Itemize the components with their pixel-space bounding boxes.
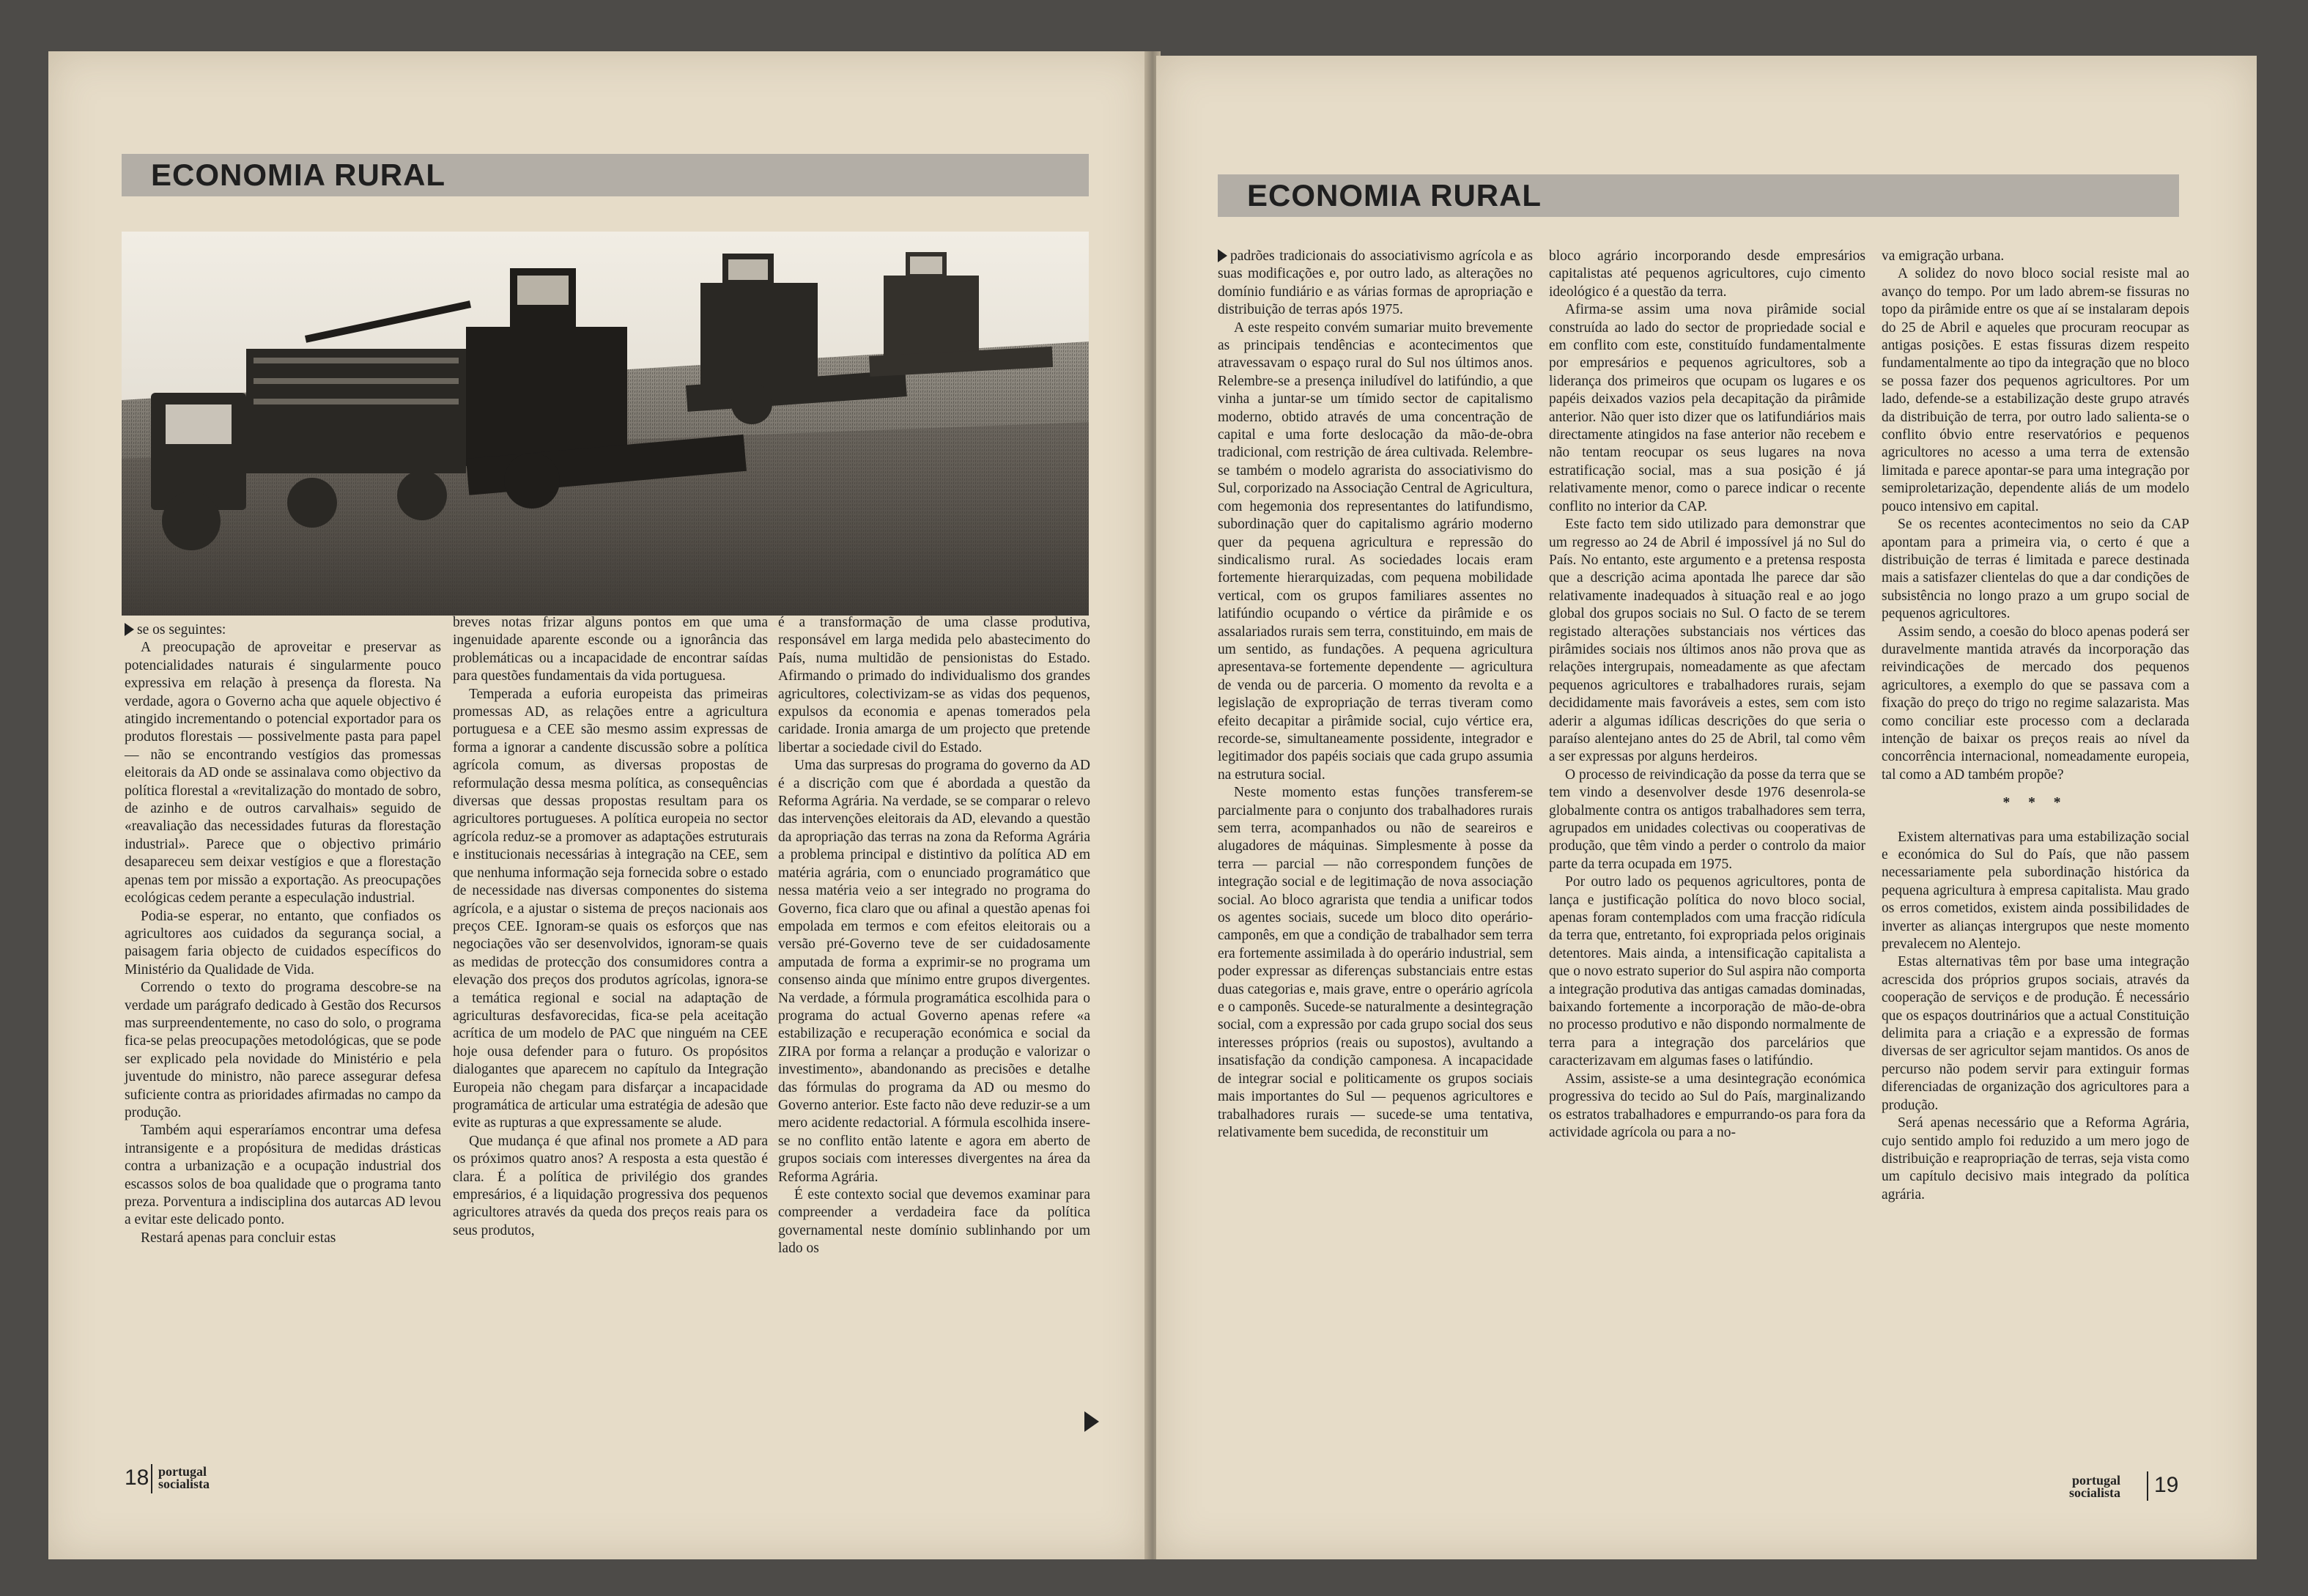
masthead-logo	[158, 1466, 210, 1490]
text-column-1	[125, 621, 441, 1247]
paragraph: Neste momento estas funções transferem-se parcialmente para o conjunto dos trabalhadores rurais sem terra, acompanhados ou não de seareiros e alugadores de máquinas. Simplesmente à posse da terra — parcial — não correspondem funções de integração social e de legitimação de nova associação social. Ao bloco agrarista que tendia a unificar todos os agentes sociais, sucede um bloco dito operário-camponês, em que a condição de trabalhador sem terra era fortemente assimilada à do operário industrial, sem poder expressar as diferenças substanciais entre estas duas categorias e, mais grave, entre o operário agrícola e o camponês. Sucede-se naturalmente a desintegração social, com a expressão por cada grupo social dos seus interesses próprios (reais ou supostos), avultando a insatisfação da condição camponesa. A incapacidade de integrar social e politicamente os grupos sociais mais importantes do Sul — pequenos agricultores e trabalhadores rurais — sucede-se uma tentativa, relativamente bem sucedida, de reconstituir um	[1218, 785, 1533, 1140]
section-divider-stars: * * *	[2002, 795, 2068, 811]
text-column-3	[778, 614, 1090, 1258]
continuation-arrow-icon	[1218, 249, 1227, 262]
text-column-2	[453, 614, 768, 1240]
continuation-arrow-icon	[125, 623, 134, 636]
paragraph: A este respeito convém sumariar muito brevemente as principais tendências e acontecimentos que atravessavam o espaço rural do Sul nos últimos anos. Relembre-se a presença iniludível do latifúndio, a que vinha a juntar-se um tímido sector de capitalismo moderno, obtido através de uma concentração de capital e uma forte deslocação da mão-de-obra tradicional, com restrição de área cultivada. Relembre-se também o modelo agrarista do associativismo do Sul, corporizado na Associação Central de Agricultura, com hegemonia dos representantes do latifundismo, subordinação quer do capitalismo agrário moderno quer da pequena agricultura e repressão do sindicalismo rural. As sociedades locais eram fortemente hierarquizadas, com pequena mobilidade vertical, com os grupos familiares assentes no latifúndio ocupando o vértice da pirâmide e os assalariados rurais sem terra, constituindo, em mais de um sentido, as fundações. A pequena agricultura apresentava-se fortemente dependente — agricultura de venda ou de parceria. O momento da revolta e a legislação de expropriação de terras tiveram como efeito decapitar a pirâmide social, cujo vértice era, recorde-se, simultaneamente possidente, integrador e legitimador dos papéis sociais que cada grupo assumia na estrutura social.	[1218, 319, 1533, 783]
paragraph: O processo de reivindicação da posse da terra que se tem vindo a desenvolver desde 1976 desenrola-se globalmente contra os antigos trabalhadores sem terra, agrupados em unidades colectivas ou cooperativas de produção, que têm vindo a perder o controlo da maior parte da terra ocupada em 1975.	[1549, 766, 1865, 872]
left-page	[48, 51, 1149, 1559]
paragraph: Se os recentes acontecimentos no seio da CAP apontam para a primeira via, o certo é que a distribuição de terras é limitada e parece destinada mais a satisfazer clientelas do que a dar condições de subsistência no longo prazo a um grupo social de pequenos agricultores.	[1882, 517, 2189, 622]
right-page	[1156, 56, 2257, 1559]
masthead-line: portugal	[2071, 1473, 2120, 1488]
paragraph: Afirma-se assim uma nova pirâmide social construída ao lado do sector de propriedade social e em conflito com este, constituído fundamentalmente por empresários e pequenos agricultores, sob a liderança dos primeiros que ocupam os lugares e os papéis deixados vazios pela decapitação da pirâmide anterior. Não quer isto dizer que os latifundiários mais directamente atingidos na fase anterior não recebem e não tentam reocupar os seus lugares na nova estratificação social, mas a sua posição é já relativamente menor, como o parece indicar o recente conflito no interior da CAP.	[1549, 302, 1865, 514]
paragraph: Assim sendo, a coesão do bloco apenas poderá ser duravelmente mantida através da incorporação das reivindicações de mercado dos pequenos agricultores, a exemplo do que se passava com a fixação do preço do trigo no regime salazarista. Mas como conciliar este processo com a declarada intenção de baixar os preços reais ao nível da concorrência internacional, nomeadamente europeia, tal como a AD também propõe?	[1882, 624, 2189, 783]
folio-rule	[151, 1464, 152, 1493]
paragraph: breves notas frizar alguns pontos em que uma ingenuidade aparente esconde ou a ignorância das problemáticas ou a incapacidade de encontrar saídas para questões fundamentais da vida portuguesa.	[453, 615, 768, 684]
section-title: ECONOMIA RURAL	[151, 158, 446, 192]
masthead-line: portugal	[158, 1464, 207, 1479]
paragraph: Será apenas necessário que a Reforma Agrária, cujo sentido amplo foi reduzido a um mero jogo de distribuição e reapropriação de terras, seja vista como um capítulo decisivo mais integrado da política agrária.	[1882, 1115, 2189, 1202]
masthead-line: socialista	[158, 1477, 210, 1491]
masthead-logo	[2069, 1474, 2120, 1499]
paragraph: É este contexto social que devemos examinar para compreender a verdadeira face da política governamental neste domínio sublinhando por um lado os	[778, 1187, 1090, 1257]
section-title: ECONOMIA RURAL	[1247, 178, 1542, 213]
paragraph: Restará apenas para concluir estas	[141, 1230, 336, 1246]
harvester-photo-icon	[122, 232, 1089, 616]
paragraph: Este facto tem sido utilizado para demonstrar que um regresso ao 24 de Abril é impossível já no Sul do País. No entanto, este argumento e a pretensa resposta que a descrição acima apontada lhe parece dar são relativamente inadequados à situação real e ao jogo global dos grupos sociais no Sul. O facto de se terem registado alterações substanciais nos vértices das pirâmides sociais nos últimos anos não prova que as relações intergrupais, nomeadamente as que afectam pequenos agricultores e trabalhadores rurais, sejam decididamente mais favoráveis a estes, sem com isto aderir a algumas idílicas descrições do que seria o paraíso alentejano antes do 25 de Abril, tal como vêm a ser expressas por alguns herdeiros.	[1549, 517, 1865, 765]
paragraph: A preocupação de aproveitar e preservar as potencialidades naturais é singularmente pouco expressiva em relação à presença da floresta. Na verdade, agora o Governo acha que aquele objectivo é atingido incrementando o potencial exportador para os produtos florestais — possivelmente pasta para papel — não se encontrando vestígios das promessas eleitorais da AD onde se assinalava como objectivo da política florestal a «revitalização do montado de sobro, de azinho e de outros carvalhais» seguido de «reavaliação das necessidades futuras da florestação industrial». Parece que o objectivo primário desapareceu sem deixar vestígios e que a florestação apenas tem por missão a exportação. As preocupações ecológicas cedem perante a especulação industrial.	[125, 640, 441, 906]
paragraph: Podia-se esperar, no entanto, que confiados os agricultores aos cuidados da segurança social, a paisagem faria objecto de cuidados específicos do Ministério da Qualidade de Vida.	[125, 908, 441, 978]
paragraph: bloco agrário incorporando desde empresários capitalistas até pequenos agricultores, cujo cimento ideológico é a questão da terra.	[1549, 248, 1865, 300]
text-column-2	[1549, 248, 1865, 1142]
paragraph: Assim, assiste-se a uma desintegração económica progressiva do tecido ao Sul do País, marginalizando os estratos trabalhadores e empurrando-os para fora da actividade agrícola ou para a no-	[1549, 1071, 1865, 1140]
folio-rule	[2147, 1471, 2148, 1501]
paragraph: é a transformação de uma classe produtiva, responsável em larga medida pelo abastecimento do País, numa multidão de pensionistas do Estado. Afirmando o primado do individualismo dos grandes agricultores, colectivizam-se as vidas dos pequenos, expulsos da economia e apenas tomerados pela caridade. Ironia amarga de um projecto que pretende libertar a sociedade civil do Estado.	[778, 615, 1090, 755]
paragraph-text: se os seguintes:	[137, 622, 226, 638]
paragraph: Estas alternativas têm por base uma integração acrescida dos próprios grupos sociais, através da cooperação de serviços e de produção. É necessário que os espaços doutrinários que a actual Constituição delimita para a criação e a expressão de formas diversas de ser agricultor sejam mantidos. Os anos de percurso não podem servir para extinguir formas diferenciadas de organização dos agricultores para a produção.	[1882, 954, 2189, 1113]
section-header	[1218, 174, 2179, 217]
paragraph: Que mudança é que afinal nos promete a AD para os próximos quatro anos? A resposta a esta questão é clara. É a política de privilégio dos grandes empresários, é a liquidação progressiva dos pequenos agricultores através da queda dos preços reais para os seus produtos,	[453, 1133, 768, 1238]
section-header	[122, 154, 1089, 196]
paragraph: Também aqui esperaríamos encontrar uma defesa intransigente e a propósitura de medidas drásticas contra a urbanização e a ocupação industrial dos escassos solos de boa qualidade que o programa tanto preza. Porventura a indisciplina dos autarcas AD levou a evitar este delicado ponto.	[125, 1123, 441, 1228]
text-column-3	[1882, 248, 2189, 1204]
paragraph: Existem alternativas para uma estabilização social e económica do Sul do País, que não passem necessariamente pela subordinação histórica da pequena agricultura à empresa capitalista. Mau grado os erros cometidos, existem ainda possibilidades de inverter as alianças intergrupos que neste momento prevalecem no Alentejo.	[1882, 829, 2189, 953]
text-column-1	[1218, 248, 1533, 1142]
paragraph: A solidez do novo bloco social resiste mal ao avanço do tempo. Por um lado abrem-se fissuras no topo da pirâmide entre os que aí se instalaram depois do 25 de Abril e aqueles que procuram reocupar as antigas posições. E estas fissuras dizem respeito fundamentalmente ao tipo da integração que no bloco se possa fazer dos pequenos agricultores. Por um lado, defende-se a estabilização deste grupo através da distribuição de terra, por outro lado salienta-se o conflito óbvio entre reservatórios e pequenos agricultores no acesso a uma terra de extensão limitada e parece apontar-se para uma integração por semiproletarização, dependente aliás de um modelo pouco intensivo em capital.	[1882, 266, 2189, 514]
masthead-line: socialista	[2069, 1485, 2120, 1500]
combine-harvesters-photo	[122, 232, 1089, 616]
paragraph: Correndo o texto do programa descobre-se na verdade um parágrafo dedicado à Gestão dos Recursos mas surpreendentemente, no caso do solo, o programa fica-se pelas preocupações metodológicas, que se pode ser explicado pela novidade do Ministério e pela juventude do ministro, não parece assegurar defesa suficiente contra as prioridades afirmadas no campo da produção.	[125, 980, 441, 1120]
page-number: 18	[125, 1466, 149, 1490]
paragraph: Uma das surpresas do programa do governo da AD é a discrição com que é abordada a questão da Reforma Agrária. Na verdade, se se comparar o relevo das intervenções eleitorais da AD, elevando a questão da apropriação das terras na zona da Reforma Agrária a problema principal e distintivo da política AD em matéria agrária, com o enunciado programático que nessa matéria veio a ser integrado no programa do Governo, fica claro que ou afinal a questão apenas foi empolada em termos e com efeitos eleitorais ou a versão pré-Governo teve de ser cuidadosamente amputada de forma a exprimir-se no programa um consenso ainda que mínimo entre grupos divergentes. Na verdade, a fórmula programática escolhida para o programa do actual Governo apenas refere «a estabilização e recuperação económica e social da ZIRA por forma a relançar a produção e valorizar o investimento», abandonando as precisões e detalhe das fórmulas do programa da AD ou mesmo do Governo anterior. Este facto não deve reduzir-se a um mero acidente redactorial. A fórmula escolhida insere-se no conflito então latente e agora em aberto de grupos sociais com interesses divergentes na área da Reforma Agrária.	[778, 758, 1090, 1185]
paragraph-text: padrões tradicionais do associativismo agrícola e as suas modificações e, por outro lado, as alterações no domínio fundiário e as várias formas de apropriação e distribuição de terras após 1975.	[1218, 248, 1533, 318]
paragraph: va emigração urbana.	[1882, 248, 2005, 264]
continue-arrow-icon	[1084, 1411, 1099, 1432]
paragraph: Por outro lado os pequenos agricultores, ponta de lança e justificação política do novo bloco social, apenas foram contemplados com uma fracção ridícula da terra que, entretanto, foi expropriada pelos originais detentores. Mais ainda, a intensificação capitalista a que o novo estrato superior do Sul aspira não comporta a integração produtiva das antigas camadas dominadas, baixando fortemente a incorporação de mão-de-obra no processo produtivo e não dispondo normalmente de terra para a integração dos parcelários que caracterizavam em algumas fases o latifúndio.	[1549, 874, 1865, 1069]
paragraph	[125, 621, 441, 639]
page-number: 19	[2154, 1473, 2179, 1497]
paragraph: Temperada a euforia europeista das primeiras promessas AD, as relações entre a agricultura portuguesa e a CEE são mesmo assim expressas de forma a ignorar a candente discussão sobre a política agrícola comum, as diversas propostas de reformulação dessa mesma política, as consequências diversas que dessas propostas resultam para os agricultores portugueses. A política europeia no sector agrícola reduz-se a promover as adaptações estruturais e institucionais necessárias à integração na CEE, sem que nenhuma informação seja fornecida sobre o estado de necessidade nas diversas componentes do sistema agrícola, e a ajustar o sistema de preços nacionais aos preços CEE. Ignoram-se quais os esforços que nas negociações vão ser desenvolvidos, ignoram-se quais as medidas de protecção dos consumidores contra a elevação dos preços dos produtos agrícolas, ignora-se a temática regional e social na adaptação de agriculturas desfavorecidas, fica-se pela aceitação acrítica de um modelo de PAC que ninguém na CEE hoje ousa defender para o futuro. Os propósitos dialogantes que aparecem no capítulo da Integração Europeia não chegam para disfarçar a incapacidade programática de articular uma estratégia de adesão que evite as rupturas a que expressamente se alude.	[453, 686, 768, 1131]
paragraph	[1218, 248, 1533, 319]
